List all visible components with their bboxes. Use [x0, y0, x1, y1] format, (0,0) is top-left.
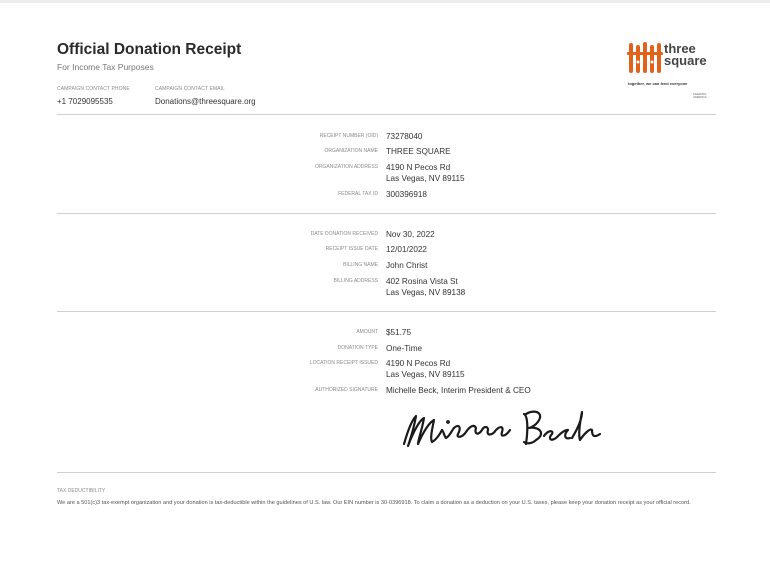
contact-email-value: Donations@threesquare.org [155, 97, 256, 106]
location-line2: Las Vegas, NV 89115 [386, 370, 465, 379]
billing-address-label: BILLING ADDRESS [333, 278, 378, 284]
signature-name: Michelle Beck, Interim President & CEO [386, 386, 531, 395]
org-address-value [386, 162, 465, 184]
amount-label: AMOUNT [356, 329, 378, 335]
location-label: LOCATION RECEIPT ISSUED [309, 360, 378, 366]
billing-name-value: John Christ [386, 261, 428, 270]
divider [57, 311, 716, 312]
date-received-value: Nov 30, 2022 [386, 230, 435, 239]
feeding-america-line2: AMERICA [693, 95, 707, 99]
org-address-label: ORGANIZATION ADDRESS [315, 164, 378, 170]
receipt-number-value: 73278040 [386, 132, 423, 141]
amount-value: $51.75 [386, 328, 412, 337]
issue-date-value: 12/01/2022 [386, 245, 427, 254]
location-value [386, 358, 465, 380]
contact-phone-label: CAMPAIGN CONTACT PHONE [57, 86, 130, 92]
billing-name-label: BILLING NAME [342, 262, 378, 268]
utensils-icon [626, 40, 664, 78]
logo-wordmark [664, 43, 707, 67]
divider [57, 213, 716, 214]
billing-address-value [386, 276, 465, 298]
page-subtitle: For Income Tax Purposes [57, 62, 154, 72]
signature-label: AUTHORIZED SIGNATURE [315, 387, 378, 393]
tax-id-value: 300396918 [386, 190, 427, 199]
feeding-america-logo [693, 93, 707, 99]
handwritten-signature [396, 400, 606, 458]
three-square-logo [626, 40, 718, 104]
divider [57, 472, 716, 473]
billing-address-line1: 402 Rosina Vista St [386, 277, 458, 286]
feeding-america-line1: FEEDING [693, 92, 707, 96]
receipt-number-label: RECEIPT NUMBER (OID) [319, 133, 378, 139]
issue-date-label: RECEIPT ISSUE DATE [325, 246, 378, 252]
contact-phone-value: +1 7029095535 [57, 97, 113, 106]
org-address-line1: 4190 N Pecos Rd [386, 163, 451, 172]
org-name-label: ORGANIZATION NAME [324, 148, 378, 154]
location-line1: 4190 N Pecos Rd [386, 359, 451, 368]
top-bar [0, 0, 770, 3]
contact-phone [57, 86, 130, 106]
logo-word-2: square [664, 53, 707, 68]
billing-address-line2: Las Vegas, NV 89138 [386, 288, 466, 297]
logo-word-1: three [664, 41, 696, 56]
footer-label: TAX DEDUCTIBILITY [57, 488, 106, 494]
page-title: Official Donation Receipt [57, 41, 242, 58]
donation-type-value: One-Time [386, 344, 423, 353]
footer-text: We are a 501(c)3 tax-exempt organization and your donation is tax-deductible within the guidelines of U.S. law. Our EIN number is 30-0396918. To claim a donation as a deduction on your U.S. taxes, please keep your donation receipt as your official record. [57, 500, 691, 506]
org-name-value: THREE SQUARE [386, 147, 451, 156]
contact-email-label: CAMPAIGN CONTACT EMAIL [155, 86, 225, 92]
divider [57, 114, 716, 115]
org-address-line2: Las Vegas, NV 89115 [386, 174, 465, 183]
tax-id-label: FEDERAL TAX ID [338, 191, 378, 197]
contact-email [155, 86, 256, 106]
logo-tagline: together, we can feed everyone [628, 81, 688, 86]
donation-type-label: DONATION TYPE [337, 345, 378, 351]
date-received-label: DATE DONATION RECEIVED [310, 231, 378, 237]
